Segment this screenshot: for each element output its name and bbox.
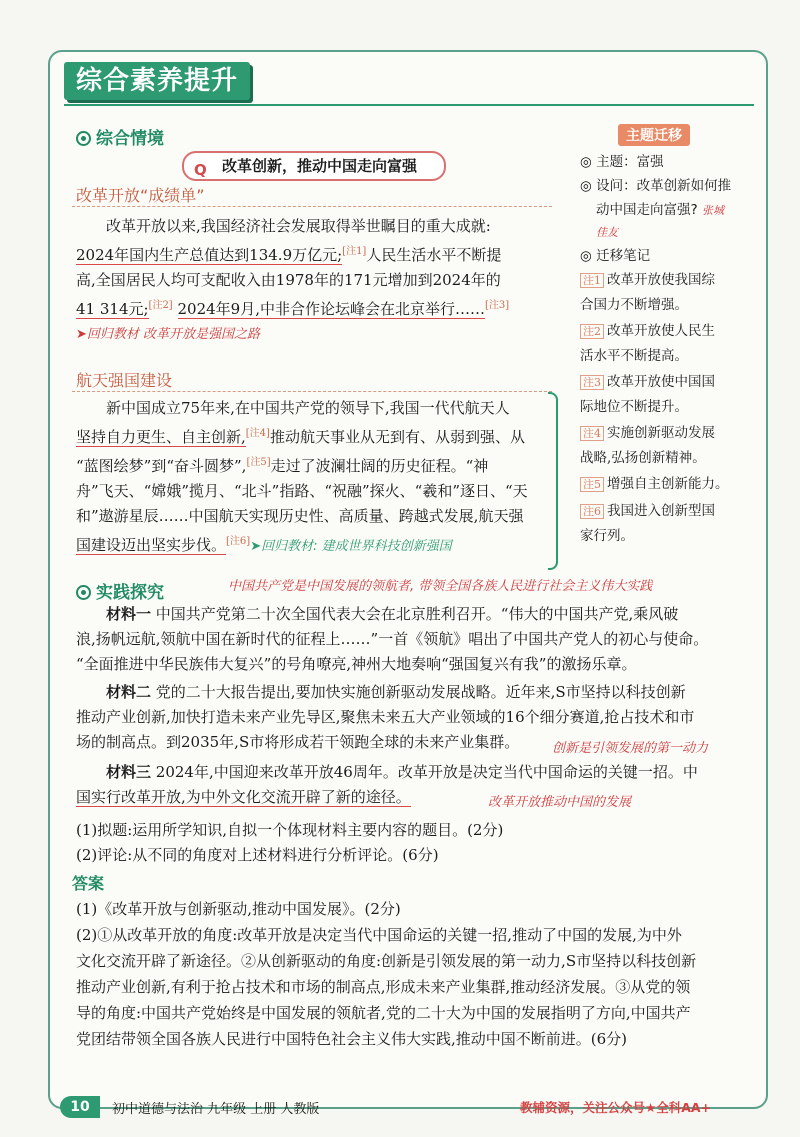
- subheading-reform: 改革开放“成绩单”: [76, 186, 205, 205]
- handwritten-note: ➤回归教材 改革开放是强国之路: [76, 327, 261, 342]
- handwritten-note: 改革开放推动中国的发展: [488, 795, 632, 810]
- question-2: (2)评论:从不同的角度对上述材料进行分析评论。(6分): [76, 846, 439, 864]
- sidebar-heading: 主题迁移: [618, 124, 690, 146]
- paragraph-space: 新中国成立75年来,在中国共产党的领导下,我国一代代航天人 坚持自力更生、自主创新,[注4]推动航天事业从无到有、从弱到强、从 “蓝图绘梦”到“奋斗圆梦”,[注5]走过了波澜壮阔的历史征程。“神 舟”飞天、“嫦娥”揽月、“北斗”指路、“祝融”探火、“羲和”逐日、“天 和”遨游星辰……中国航天实现历史性、高质量、跨越式发展,航天强 国建设迈出坚实步伐。[注6]➤回归教材: 建成世界科技创新强国: [76, 399, 528, 554]
- material-2: 材料二 党的二十大报告提出,要加快实施创新驱动发展战略。近年来,S市坚持以科技创新 推动产业创新,加快打造未来产业先导区,聚焦未来五大产业领域的16个细分赛道,抢占技术和市 场的制高点。到2035年,S市将形成若干领跑全球的未来产业集群。: [76, 683, 695, 751]
- section-heading-context: 综合情境: [76, 124, 164, 149]
- divider: [72, 391, 552, 392]
- page-title: 综合素养提升: [64, 62, 250, 100]
- side-note: 注6 我国进入创新型国: [580, 499, 740, 524]
- book-info: 初中道德与法治 九年级 上册 人教版: [112, 1102, 320, 1117]
- questions: [76, 818, 756, 868]
- side-note-cont: 家行列。: [580, 528, 634, 544]
- sidebar-topic: ◎ 主题：富强: [580, 154, 664, 170]
- handwritten-note: 佳友: [596, 226, 618, 239]
- divider: [72, 206, 552, 207]
- side-note: 注4 实施创新驱动发展: [580, 421, 740, 446]
- page-number: 10: [60, 1096, 100, 1118]
- search-icon: Q: [194, 161, 207, 179]
- side-note: 注5 增强自主创新能力。: [580, 472, 740, 497]
- answer-heading: 答案: [72, 874, 105, 893]
- section-heading-practice: 实践探究: [76, 578, 164, 603]
- handwritten-note: 创新是引领发展的第一动力: [552, 741, 709, 756]
- sidebar-question-cont: 动中国走向富强? 张城: [596, 202, 724, 218]
- handwritten-note: 中国共产党是中国发展的领航者, 带领全国各族人民进行社会主义伟大实践: [228, 579, 653, 594]
- sidebar-notes-heading: ◎ 迁移笔记: [580, 248, 651, 264]
- title-divider: [64, 104, 754, 106]
- note-tag: [注1]: [342, 246, 367, 257]
- note-tag: [注6]: [226, 536, 251, 547]
- footer-promo: 教辅资源，关注公众号★全科AA+: [520, 1100, 712, 1115]
- handwritten-note: ➤回归教材: 建成世界科技创新强国: [250, 539, 452, 554]
- paragraph-reform: 改革开放以来,我国经济社会发展取得举世瞩目的重大成就: 2024年国内生产总值达到134.9万亿元;[注1]人民生活水平不断提 高,全国居民人均可支配收入由1978年的171元增加到2024年的 41 314元;[注2] 2024年9月,中非合作论坛峰会在北京举行……[注3] ➤回归教材 改革开放是强国之路: [76, 214, 556, 347]
- bulb-icon: [76, 131, 91, 146]
- side-note: 注1 改革开放使我国综: [580, 268, 740, 293]
- bulb-icon: [76, 585, 91, 600]
- note-tag: [注3]: [485, 300, 510, 311]
- side-note-cont: 合国力不断增强。: [580, 297, 688, 313]
- sidebar-question: ◎ 设问：改革创新如何推: [580, 178, 732, 194]
- question-1: (1)拟题:运用所学知识,自拟一个体现材料主要内容的题目。(2分): [76, 821, 504, 839]
- subheading-space: 航天强国建设: [76, 371, 173, 390]
- sidebar-notes: [580, 268, 740, 548]
- side-note: 注3 改革开放使中国国: [580, 370, 740, 395]
- side-note-cont: 战略,弘扬创新精神。: [580, 450, 706, 466]
- answer-body: (1)《改革开放与创新驱动,推动中国发展》。(2分) (2)①从改革开放的角度:改革开放是决定当代中国命运的关键一招,推动了中国的发展,为中外 文化交流开辟了新途径。②从创新驱动的角度:创新是引领发展的第一动力,S市坚持以科技创新 推动产业创新,有利于抢占技术和市场的制高点,形成未来产业集群,推动经济发展。③从党的领 导的角度:中国共产党始终是中国发展的领航者,党的二十大为中国的发展指明了方向,中国共产 党团结带领全国各族人民进行中国特色社会主义伟大实践,推动中国不断前进。(6分): [76, 900, 697, 1048]
- note-tag: [注4]: [245, 428, 270, 439]
- side-note-cont: 际地位不断提升。: [580, 399, 688, 415]
- material-1: 材料一 中国共产党第二十次全国代表大会在北京胜利召开。“伟大的中国共产党,乘风破 浪,扬帆远航,领航中国在新时代的征程上……”一首《领航》唱出了中国共产党人的初心与使命。 “全面推进中华民族伟大复兴”的号角嘹亮,神州大地奏响“强国复兴有我”的激扬乐章。: [76, 605, 709, 673]
- note-tag: [注2]: [148, 300, 173, 311]
- theme-box: [182, 151, 446, 181]
- side-note: 注2 改革开放使人民生: [580, 319, 740, 344]
- theme-text: 改革创新，推动中国走向富强: [222, 157, 418, 175]
- side-note-cont: 活水平不断提高。: [580, 348, 688, 364]
- material-3: 材料三 2024年,中国迎来改革开放46周年。改革开放是决定当代中国命运的关键一招。中 国实行改革开放,为中外文化交流开辟了新的途径。: [76, 763, 698, 806]
- note-tag: [注5]: [246, 457, 271, 468]
